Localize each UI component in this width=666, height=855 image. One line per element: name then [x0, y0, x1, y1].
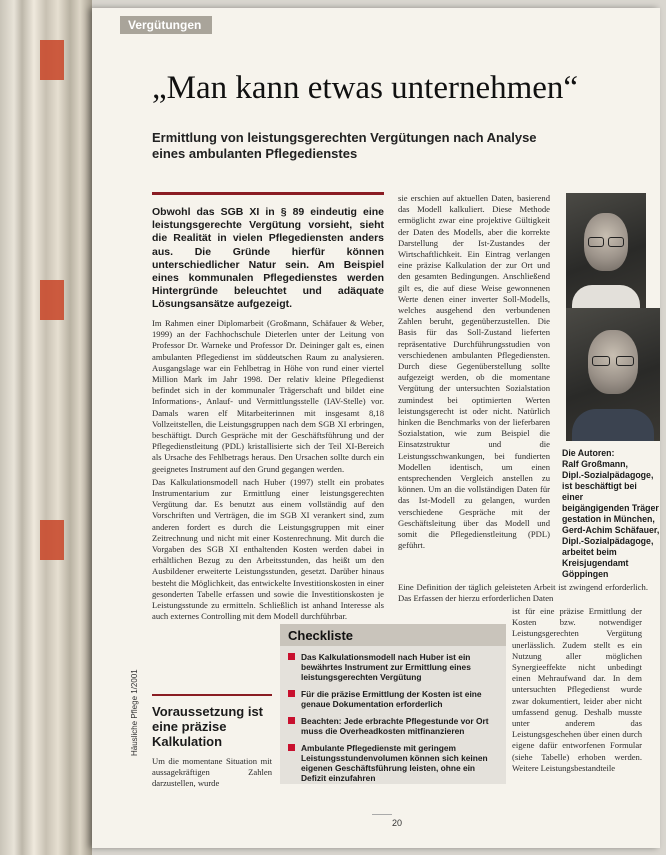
binder-tab: [40, 520, 64, 560]
author-line: ist beschäftigt bei einer: [562, 481, 637, 502]
binder-tab: [40, 280, 64, 320]
checklist-title: Checkliste: [288, 628, 354, 643]
checklist-box: [280, 624, 506, 784]
body-paragraph: Im Rahmen einer Diplomarbeit (Großmann, Schäfauer & Weber, 1999) an der Fachhochschule Dieterlen unter der Leitung von Professor Dr. Warneke und Professor Dr. Deininger galt es, einen ambulanten Pflegedienst im süddeutschen Raum zu analysieren. Ausgangslage war ein Fehlbetrag in Höhe von rund einer viertel Million Mark im Jahr 1998. Der relativ kleine Pflegedienst befindet sich in der kommunaler Trägerschaft und bildet eine Informations-, Anlauf- und Vermittlungsstelle (IAV-Stelle) vor. Damals waren elf Mitarbeiterinnen mit insgesamt 8,18 Vollzeitstellen, die Leistungsgruppen nach dem SGB XI erbringen, beschäftigt. Durch Gespräche mit der Geschäftsführung und der Pflegedienstleitung (PDL) kristallisierte sich der Teil XI-Bereich als Ursache des Fehlbetrags heraus. Den Ursachen sollte durch ein geeignetes Instrument auf den Grund gegangen werden.: [152, 318, 384, 474]
checklist-item-text: Ambulante Pflegedienste mit geringem Leistungsstundenvolumen können sich keinen eigenen Geschäftsführung leisten, ohne ein Defizit einzufahren: [301, 743, 488, 783]
author-line: gestation in München,: [562, 514, 655, 524]
body-paragraph: Um die momentane Situation mit aussagekräftigen Zahlen darzustellen, wurde: [152, 756, 272, 789]
author-photo: [566, 308, 660, 441]
body-column-1: [152, 318, 384, 622]
body-paragraph: Eine Definition der täglich geleisteten Arbeit ist zwingend erforderlich. Das Erfassen der hierzu erforderlichen Daten: [398, 582, 648, 604]
body-paragraph: Das Kalkulationsmodell nach Huber (1997) stellt ein probates Instrumentarium zur Ermittlung einer leistungsgerechten Vergütung dar. Es benutzt aus einem vollständig auf den Vorschriften und Verträgen, die im SGB XI verankert sind, zum anderen fordert es durch die Leistungsgruppen mit einer Zeitrechnung und nicht mit einer Kostenrechnung. Mit durch die Vorgaben des SGB XI enthaltenden Kosten werden dabei in erhältlichen Bezug zu den Arbeitsstunden, das heißt um den Ausbildener erweiterte Leistungsstunden, gesetzt. Darüber hinaus besteht die Möglichkeit, das entwickelte Investitionskosten in einer gesonderten Tabelle erfassen und sowie die Investitionskosten je Leistungsstunde zu ermitteln. Schließlich ist anhand Interesse als auch externes Controlling mit dem Modell durchführbar.: [152, 476, 384, 622]
author-line: Gerd-Achim Schäfauer,: [562, 525, 660, 535]
checklist-item: [288, 652, 498, 682]
subheading-rule: [152, 694, 272, 696]
author-info: [562, 448, 660, 580]
checklist-item-text: Das Kalkulationsmodell nach Huber ist ein bewährtes Instrument zur Ermittlung eines leistungsgerechten Vergütung: [301, 652, 471, 682]
square-bullet-icon: [288, 690, 295, 697]
author-line: Dipl.-Sozialpädagoge,: [562, 470, 654, 480]
side-reference: Häusliche Pflege 1/2001: [130, 669, 139, 756]
magazine-page: [92, 8, 660, 848]
article-title: „Man kann etwas unternehmen“: [152, 70, 579, 106]
subheading: Voraussetzung ist eine präzise Kalkulation: [152, 704, 264, 749]
author-line: beigängigenden Träger: [562, 503, 659, 513]
intro-rule: [152, 192, 384, 195]
binder-tab: [40, 40, 64, 80]
divider: [372, 814, 392, 815]
square-bullet-icon: [288, 653, 295, 660]
checklist-item-text: Für die präzise Ermittlung der Kosten ist eine genaue Dokumentation erforderlich: [301, 689, 482, 709]
intro-paragraph: Obwohl das SGB XI in § 89 eindeutig eine leistungsgerechte Vergütung vorsieht, sieht die Realität in vielen Pflegediensten anders aus. Die Gründe hierfür können unterschiedlicher Natur sein. Am Beispiel eines kommunalen Pflegedienstes werden Hintergründe beleuchtet und adäquate Lösungsansätze aufgezeigt.: [152, 206, 384, 311]
body-column-3: ist für eine präzise Ermittlung der Kosten bzw. notwendiger Leistungsgerechten Vergütung unerlässlich. Zudem stellt es ein Nutzung aller möglichen Synergieeffekte nicht unbedingt einen Mehraufwand dar. In dem untersuchten Pflegedienst wurde zwar dokumentiert, leider aber nicht umfassend genug. Deshalb musste unter anderem das Leistungsgeschehen über einen durch eigene dafür entworfenen Formular (siehe Tabelle) erhoben werden. Weitere Leistungsbestandteile: [512, 606, 642, 773]
author-line: Die Autoren:: [562, 448, 615, 458]
square-bullet-icon: [288, 717, 295, 724]
checklist-item-text: Beachten: Jede erbrachte Pflegestunde vor Ort muss die Overheadkosten mitfinanzieren: [301, 716, 489, 736]
checklist-item: [288, 689, 498, 709]
author-photo: [566, 193, 646, 311]
binder-edge: [0, 0, 92, 855]
author-line: Dipl.-Sozialpädagoge,: [562, 536, 654, 546]
author-line: Ralf Großmann,: [562, 459, 628, 469]
checklist-item: [288, 716, 498, 736]
section-label: Vergütungen: [120, 16, 212, 34]
square-bullet-icon: [288, 744, 295, 751]
checklist-item: [288, 743, 498, 783]
author-line: arbeitet beim Kreisjugendamt Göppingen: [562, 547, 629, 579]
article-subtitle: Ermittlung von leistungsgerechten Vergütungen nach Analyse eines ambulanten Pflegedienstes: [152, 130, 537, 161]
page-number: 20: [392, 818, 403, 828]
body-column-2: sie erschien auf aktuellen Daten, basierend das Modell kalkuliert. Diese Methode ermöglicht zwar eine projektive Gültigkeit der Daten des Modells, aber die korrekte Darstellung der Ist-Zustandes der Wirtschaftlichkeit. Ein Eintrag verlangen eine präzise Kalkulation der zur Ort und den gesamten Bedingungen. Anschließend gilt es, die auf diese Weise gewonnenen Werte denen einer inverter Soll-Modells, welches ausgehend den verbundenen Zahlen beruht, gegenüberzustellen. Die Basis für das Soll-Zustand lieferten repräsentative Durchführungsstudien von verschiedenen ambulanten Pflegediensten. Durch diese Gegenüberstellung sollte aufgezeigt werden, ob die momentane Vergütung der untersuchten Sozialstation zumindest bei optimierten Werten leistungsgerecht ist oder nicht. Natürlich hinken die Benchmarks von der lieferbaren Sozialstation, wie zum Beispiel die Einsatzstruktur und die Leistungsschwankungen, bei fundierten Modellen identisch, um einen entsprechenden Vergleich anstellen zu können. Um an die vollständigen Daten für das Ist-Modell zu gelangen, wurden verschiedene Gespräche mit der Geschäftsleitung über das Modell und somit die Pflegedienstleitung (PDL) geführt.: [398, 193, 550, 551]
